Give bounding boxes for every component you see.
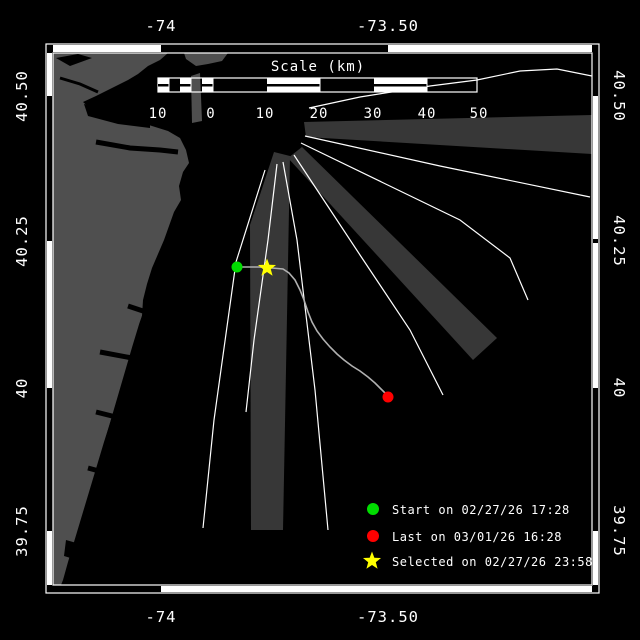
land-mainland xyxy=(53,53,189,585)
scalebar-title: Scale (km) xyxy=(270,59,366,75)
legend xyxy=(363,503,593,569)
lat-label-right: 40.50 xyxy=(610,70,628,122)
scalebar-tick: 40 xyxy=(417,106,437,122)
frame-bar-left-1 xyxy=(47,53,52,96)
last-dot-icon xyxy=(367,530,379,542)
legend-start-label: Start on 02/27/26 17:28 xyxy=(392,503,570,517)
frame-bar-bottom-1 xyxy=(161,586,592,592)
lon-label-top: -74 xyxy=(145,17,177,35)
axis-labels-left xyxy=(13,70,31,557)
frame-bar-top-2 xyxy=(388,45,592,52)
frame-bar-left-2 xyxy=(47,241,52,388)
frame-bar-top-1 xyxy=(53,45,161,52)
scalebar-tick: 10 xyxy=(148,106,168,122)
frame-bar-right-2 xyxy=(593,243,598,388)
scalebar-mid-a xyxy=(158,84,169,87)
start-dot-icon xyxy=(367,503,379,515)
scalebar-tick: 10 xyxy=(255,106,275,122)
scalebar-mid-c xyxy=(202,84,213,87)
radar-ray-4 xyxy=(283,162,328,530)
scalebar-mid-e xyxy=(374,84,427,87)
selected-star-icon xyxy=(363,552,381,569)
scalebar-tick: 30 xyxy=(363,106,383,122)
last-marker xyxy=(383,392,394,403)
lon-label-top: -73.50 xyxy=(357,17,419,35)
scalebar-tick: 20 xyxy=(309,106,329,122)
lat-label-right: 40 xyxy=(610,377,628,399)
radar-beam-east xyxy=(304,115,592,154)
land-top-strip xyxy=(184,53,228,66)
axis-labels-right xyxy=(610,70,628,557)
radar-beam-southeast xyxy=(288,147,497,360)
lat-label-left: 40.25 xyxy=(13,215,31,267)
lat-label-left: 40 xyxy=(13,377,31,399)
frame-bar-right-1 xyxy=(593,96,598,239)
axis-labels-top xyxy=(146,17,420,35)
lat-label-right: 40.25 xyxy=(610,215,628,267)
start-marker xyxy=(232,262,243,273)
scalebar-mid-d xyxy=(267,84,320,87)
axis-labels-bottom xyxy=(146,608,420,626)
lon-label-bottom: -74 xyxy=(145,608,177,626)
lon-label-bottom: -73.50 xyxy=(357,608,419,626)
frame-bar-right-3 xyxy=(593,531,598,585)
radar-beam-south xyxy=(250,152,290,530)
scalebar-mid-b xyxy=(180,84,191,87)
scalebar-tick: 0 xyxy=(206,106,216,122)
lat-label-right: 39.75 xyxy=(610,505,628,557)
lat-label-left: 39.75 xyxy=(13,505,31,557)
legend-last-label: Last on 03/01/26 16:28 xyxy=(392,530,562,544)
land-sandy-hook-spit xyxy=(191,73,202,123)
legend-selected-label: Selected on 02/27/26 23:58 xyxy=(392,555,593,569)
lat-label-left: 40.50 xyxy=(13,70,31,122)
scalebar-tick: 50 xyxy=(469,106,489,122)
frame-bar-left-3 xyxy=(47,531,52,585)
